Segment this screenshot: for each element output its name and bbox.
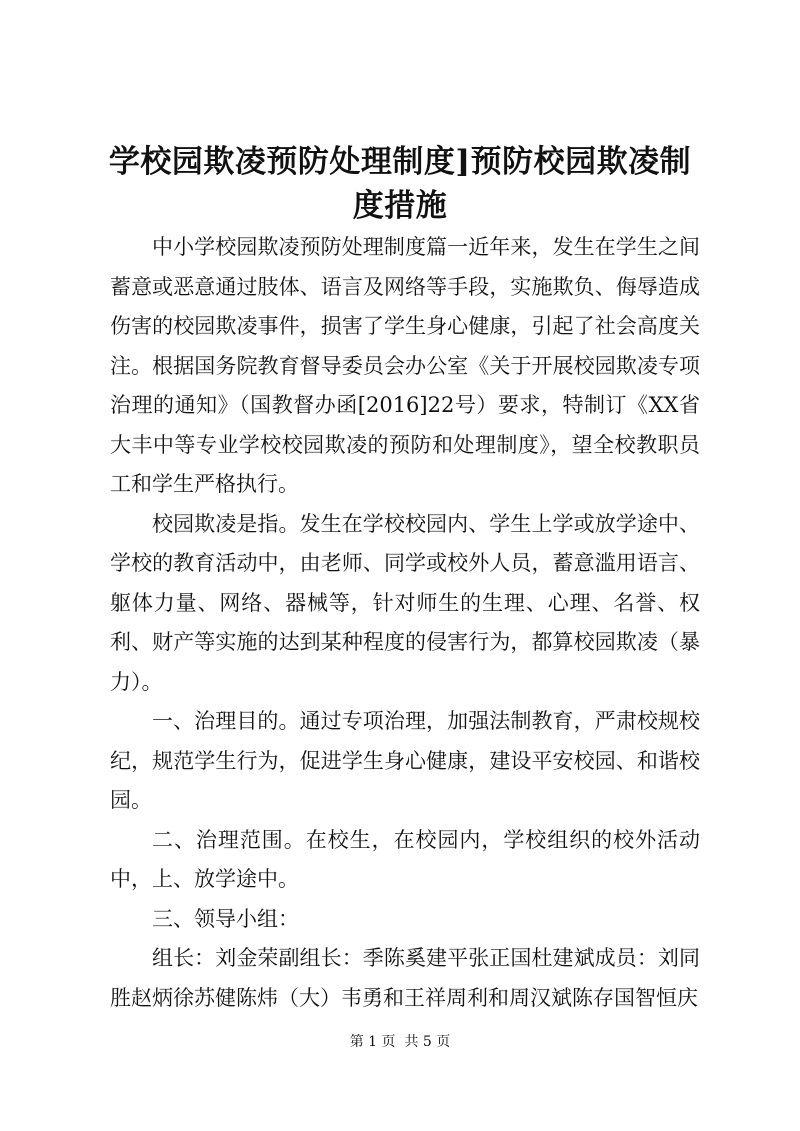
paragraph-leadership-members: 组长：刘金荣副组长：季陈奚建平张正国杜建斌成员：刘同胜赵炳徐苏健陈炜（大）韦勇和王祥周利和周汉斌陈存国智恒庆 <box>110 946 700 1010</box>
paragraph-scope: 二、治理范围。在校生，在校园内，学校组织的校外活动中，上、放学途中。 <box>110 827 700 891</box>
page-footer <box>0 1032 800 1052</box>
paragraph-definition: 校园欺凌是指。发生在学校校园内、学生上学或放学途中、学校的教育活动中，由老师、同学或校外人员，蓄意滥用语言、躯体力量、网络、器械等，针对师生的生理、心理、名誉、权利、财产等实施的达到某种程度的侵害行为，都算校园欺凌（暴力）。 <box>110 511 700 694</box>
paragraph-purpose: 一、治理目的。通过专项治理，加强法制教育，严肃校规校纪，规范学生行为，促进学生身心健康，建设平安校园、和谐校园。 <box>110 709 700 812</box>
paragraph-leadership-heading: 三、领导小组： <box>152 906 299 931</box>
page-number: 第 1 页 共 5 页 <box>349 1034 451 1050</box>
paragraph-intro: 中小学校园欺凌预防处理制度篇一近年来，发生在学生之间蓄意或恶意通过肢体、语言及网络等手段，实施欺负、侮辱造成伤害的校园欺凌事件，损害了学生身心健康，引起了社会高度关注。根据国务院教育督导委员会办公室《关于开展校园欺凌专项治理的通知》（国教督办函[2016]22号）要求，特制订《XX省大丰中等专业学校校园欺凌的预防和处理制度》，望全校教职员工和学生严格执行。 <box>110 235 700 496</box>
document-title: 学校园欺凌预防处理制度]预防校园欺凌制度措施 <box>108 144 692 224</box>
document-body <box>110 228 700 1018</box>
